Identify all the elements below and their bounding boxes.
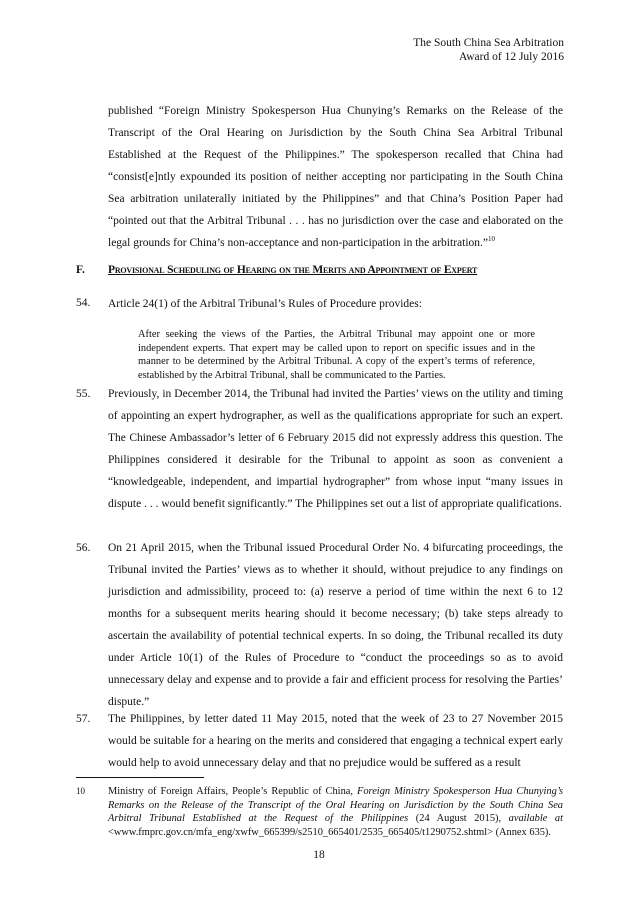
footnote-italic-title: Foreign Ministry Spokesperson Hua Chunying’s Remarks on the Release of the Transcript of the Oral Hearing on Jurisdiction by the South China Sea Arbitral Tribunal Established at the Request of the Philippines (108, 786, 563, 824)
footnote-date: (24 August 2015), (408, 813, 509, 824)
footnote-reference[interactable]: 10 (488, 235, 496, 244)
footnote-available-at: available at (508, 813, 563, 824)
paragraph-number: 56. (76, 542, 91, 554)
footnote-url[interactable]: <www.fmprc.gov.cn/mfa_eng/xwfw_665399/s2510_665401/2535_665405/t1290752.shtml> (Annex 635). (108, 826, 551, 838)
section-title: Provisional Scheduling of Hearing on the Merits and Appointment of Expert (108, 264, 478, 276)
footnote-plain: Ministry of Foreign Affairs, People’s Republic of China, (108, 786, 357, 797)
paragraph-number: 57. (76, 713, 91, 725)
intro-paragraph (108, 100, 563, 254)
page-number: 18 (313, 849, 325, 861)
intro-paragraph-text: published “Foreign Ministry Spokesperson Hua Chunying’s Remarks on the Release of the Transcript of the Oral Hearing on Jurisdiction by the South China Sea Arbitral Tribunal Established at the Request of the Philippines.” The spokesperson recalled that China had “consist[e]ntly expounded its position of neither accepting nor participating in the South China Sea arbitration unilaterally initiated by the Philippines” and that China’s Position Paper had “pointed out that the Arbitral Tribunal . . . has no jurisdiction over the case and elaborated on the legal grounds for China’s non-acceptance and non-participation in the arbitration.” (108, 105, 563, 249)
paragraph-text: On 21 April 2015, when the Tribunal issued Procedural Order No. 4 bifurcating proceedings, the Tribunal invited the Parties’ views as to whether it should, without prejudice to any findings on jurisdiction and admissibility, proceed to: (a) reserve a period of time within the next 6 to 12 months for a subsequent merits hearing should it become necessary; (b) take steps already to ascertain the availability of potential technical experts. In so doing, the Tribunal recalled its duty under Article 10(1) of the Rules of Procedure to “conduct the proceedings so as to avoid unnecessary delay and expense and to provide a fair and efficient process for resolving the Parties’ dispute.” (108, 542, 563, 708)
paragraph-text: Article 24(1) of the Arbitral Tribunal’s Rules of Procedure provides: (108, 298, 422, 310)
block-quote: After seeking the views of the Parties, the Arbitral Tribunal may appoint one or more independent experts. That expert may be called upon to report on specific issues and in the manner to be determined by the Arbitral Tribunal. A copy of the expert’s terms of reference, established by the Arbitral Tribunal, shall be communicated to the Parties. (138, 329, 535, 381)
running-header (413, 36, 564, 64)
footnote-number: 10 (76, 786, 85, 796)
footnote-separator (76, 777, 204, 778)
paragraph-number: 55. (76, 388, 91, 400)
footnote-text (108, 785, 563, 839)
section-heading (76, 264, 566, 276)
header-award-date: Award of 12 July 2016 (459, 51, 564, 63)
paragraph-text: Previously, in December 2014, the Tribunal had invited the Parties’ views on the utility and timing of appointing an expert hydrographer, as well as the qualifications appropriate for such an expert. The Chinese Ambassador’s letter of 6 February 2015 did not expressly address this question. The Philippines considered it desirable for the Tribunal to appoint as soon as convenient a “knowledgeable, independent, and impartial hydrographer” from whose input “many issues in dispute . . . would benefit significantly.” The Philippines set out a list of appropriate qualifications. (108, 388, 563, 510)
paragraph-text: The Philippines, by letter dated 11 May 2015, noted that the week of 23 to 27 November 2015 would be suitable for a hearing on the merits and considered that engaging a technical expert early would help to avoid unnecessary delay and that no prejudice would be suffered as a result (108, 713, 563, 769)
header-case-title: The South China Sea Arbitration (413, 37, 564, 49)
paragraph-number: 54. (76, 297, 91, 309)
section-letter: F. (76, 264, 85, 276)
